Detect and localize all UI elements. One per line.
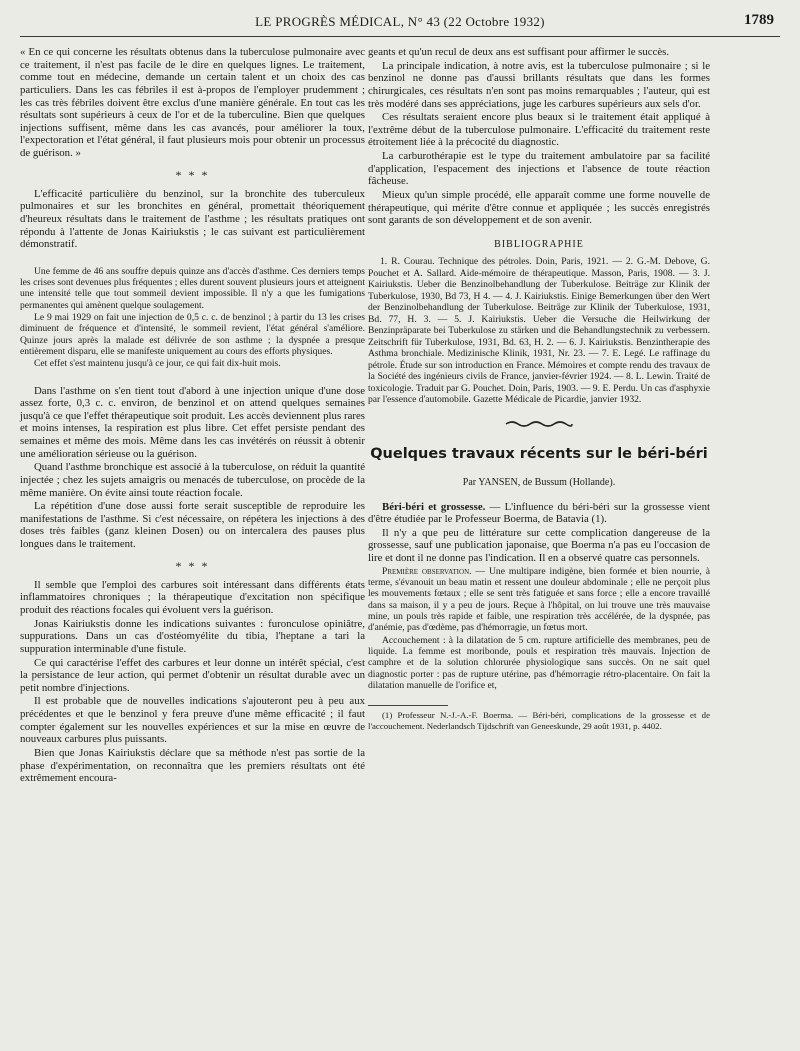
right-column — [368, 46, 710, 731]
observation-heading: Première observation. — [382, 565, 472, 577]
paragraph: Bien que Jonas Kairiukstis déclare que sa méthode n'est pas sortie de la phase d'expérimentation, on reconnaîtra que les premiers résultats ont été extrêmement encoura- — [20, 746, 365, 785]
paragraph: Dans l'asthme on s'en tient tout d'abord à une injection unique d'une dose assez forte, 0,3 c. c. environ, de benzinol et on attend quelques semaines jusqu'à ce que l'effet thérapeutique soit produit. Les accès deviennent plus rares et moins intenses, la respiration est plus libre. Cet effet persiste pendant des semaines et même des mois. Même dans les cas invétérés on réussit à obtenir une amélioration sérieuse ou la guérison. — [20, 384, 365, 460]
bibliography-heading: BIBLIOGRAPHIE — [494, 238, 584, 250]
paragraph: geants et qu'un recul de deux ans est suffisant pour affirmer le succès. — [368, 46, 670, 58]
paragraph: La carburothérapie est le type du traitement ambulatoire par sa facilité d'application, l'espacement des injections et l'absence de toute réaction fâcheuse. — [368, 150, 710, 188]
case-paragraph: Une femme de 46 ans souffre depuis quinze ans d'accès d'asthme. Ces derniers temps les crises sont devenues plus fréquentes ; elles durent souvent plusieurs jours et atteignent une intensité telle que tout sommeil devient impossible. Il n'y a que les fumigations permanentes qui amènent quelque soulagement. — [20, 265, 365, 311]
paragraph: Ce qui caractérise l'effet des carbures et leur donne un intérêt spécial, c'est la persistance de leur action, qui permet d'obtenir un résultat durable avec un petit nombre d'injections. — [20, 656, 365, 694]
section-heading: Béri-béri et grossesse. — [382, 500, 486, 513]
page-header — [20, 6, 780, 37]
case-paragraph: Le 9 mai 1929 on fait une injection de 0,5 c. c. de benzinol ; à partir du 13 les crises diminuent de fréquence et d'intensité, le sommeil revient, l'état général s'améliore. Quinze jours après la malade est délivrée de son asthme ; la dyspnée a presque entièrement disparu, elle se manifeste uniquement au cours des efforts physiques. — [20, 312, 365, 357]
paragraph: Mieux qu'un simple procédé, elle apparaît comme une forme nouvelle de thérapeutique, qui mérite d'être connue et appliquée ; les succès enregistrés sont garants de son développement et de son avenir. — [368, 188, 710, 227]
paragraph: Ces résultats seraient encore plus beaux si le traitement était appliqué à l'extrême début de la tuberculose pulmonaire. L'efficacité du traitement reste étroitement liée à la précocité du diagnostic. — [368, 111, 710, 149]
observation-paragraph: Accouchement : à la dilatation de 5 cm. rupture artificielle des membranes, peu de liquide. La femme est moribonde, pouls et respiration très mauvais. Injection de camphre et de la solution chlorurée physiologique sans succès. On ne sait quel diagnostic porter : pas de rupture utérine, pas d'hémorragie rétro-placentaire. On fait la dilatation manuelle de l'orifice et, — [368, 634, 710, 691]
paragraph: La répétition d'une dose aussi forte serait susceptible de reproduire les manifestations de l'asthme. Si c'est nécessaire, on répétera les injections à des doses très faibles (ganz kleinen Dosen) ou on intercalera des pauses plus longues dans le traitement. — [20, 500, 365, 551]
footnote-rule — [368, 705, 448, 706]
ornament-divider — [504, 420, 574, 428]
observation-text: — Une multipare indigène, bien formée et bien nourrie, à terme, s'évanouit un beau matin et ressent une douleur abdominale ; elle ne perçoit plus les mouvements fœtaux ; elle se sent très fatiguée et sans force ; elle a encore travaillé dans sa maison, il y a peu de jours. Reçue à l'hôpital, on lui trouve une très mauvaise mine, un pouls très rapide et faible, une respiration très accélérée, de la dyspnée, pas d'anémie, pas d'œdème, pas d'hémorragie, un fœtus mort. — [368, 565, 710, 634]
bibliography-list: 1. R. Courau. Technique des pétroles. Doin, Paris, 1921. — 2. G.-M. Debove, G. Pouchet et A. Sallard. Aide-mémoire de thérapeutique. Masson, Paris, 1908. — 3. J. Kairiukstis. Ueber die Benzinolbehandlung der Tuberkulose. Beiträge zur Klinik der Tuberkulose, 1930, Bd 73, H 4. — 4. J. Kairiukstis. Einige Bemerkungen über den Wert der Benzinolbehandlung der Tuberkulose. Beiträge zur Klinik der Tuberkulose, 1931, Bd. 77, H. 3. — 5. J. Kairiukstis. Ueber die Versuche die Heilwirkung der Benzinpräparate bei Tuberkulose zu stärken und die Behandlungstechnik zu verbessern. Zeitschrift für Tuberkulose, 1931, Bd. 63, H. 2. — 6. J. Kairiukstis. Benzintherapie des Asthma bronchiale. Medizinische Klinik, 1931, Nr. 23. — 7. E. Legé. Le raffinage du pétrole. Étude sur son introduction en France. Mémoires et compte rendu des travaux de la Société des ingénieurs civils de France, janvier-février 1924. — 8. L. Lewin. Traité de toxicologie. Traduit par G. Pouchet. Doin, Paris, 1903. — 9. E. Perdu. Un cas d'asphyxie par l'essence d'automobile. Gazette Médicale de Picardie, janvier 1932. — [368, 256, 710, 406]
section-separator: * * * — [175, 558, 210, 573]
page-number: 1789 — [744, 12, 774, 28]
footnote: (1) Professeur N.-J.-A.-F. Boerma. — Béri-béri, complications de la grossesse et de l'accouchement. Nederlandsch Tijdschrift van Geneeskunde, 29 août 1931, p. 4402. — [368, 710, 710, 731]
section-separator: * * * — [175, 167, 210, 182]
observation-paragraph — [368, 566, 710, 634]
paragraph: La principale indication, à notre avis, est la tuberculose pulmonaire ; si le benzinol ne donne pas d'aussi brillants résultats que dans les formes chirurgicales, ces résultats n'en sont pas moins remarquables ; l'auteur, qui est très modéré dans ses appréciations, juge les carbures supérieurs aux sels d'or. — [368, 59, 710, 110]
paragraph: L'efficacité particulière du benzinol, sur la bronchite des tuberculeux pulmonaires et sur les bronchites en général, promettait théoriquement d'heureux résultats dans le traitement de l'asthme ; les résultats pratiques ont répondu à l'attente de Jonas Kairiukstis ; le cas suivant est particulièrement démonstratif. — [20, 187, 365, 251]
paragraph: Il est probable que de nouvelles indications s'ajouteront peu à peu aux précédentes et que le benzinol y fera preuve d'une même efficacité ; il faut compter également sur les nouvelles expériences et sur la mise en œuvre de nouveaux carbures plus puissants. — [20, 695, 365, 746]
article-byline: Par YANSEN, de Bussum (Hollande). — [462, 476, 616, 488]
paragraph: Il n'y a que peu de littérature sur cette complication dangereuse de la grossesse, sauf une publication japonaise, que Boerma n'a pas eu l'occasion de lire et dont il ne donne pas l'indication. Il en a observé quatre cas personnels. — [368, 526, 710, 565]
running-title: LE PROGRÈS MÉDICAL, N° 43 (22 Octobre 1932) — [255, 14, 545, 29]
paragraph: Quand l'asthme bronchique est associé à la tuberculose, on réduit la quantité injectée ; chez les sujets amaigris ou menacés de tuberculose, on procède de la même manière. On évite ainsi toute réaction focale. — [20, 461, 365, 499]
paragraph: Il semble que l'emploi des carbures soit intéressant dans différents états inflammatoires chroniques ; la thérapeutique d'excitation non spécifique produit des réactions focales qui évoluent vers la guérison. — [20, 578, 365, 616]
article-title: Quelques travaux récents sur le béri-béri — [370, 445, 708, 462]
paragraph — [368, 501, 710, 526]
paragraph: Jonas Kairiukstis donne les indications suivantes : furonculose opiniâtre, suppurations. Dans un cas d'ostéomyélite du tibia, l'heptane a tari la suppuration interminable d'une fistule. — [20, 617, 365, 655]
case-paragraph: Cet effet s'est maintenu jusqu'à ce jour, ce qui fait dix-huit mois. — [34, 358, 281, 370]
quote-paragraph: « En ce qui concerne les résultats obtenus dans la tuberculose pulmonaire avec ce traitement, il n'est pas facile de le dire en quelques lignes. Le traitement, comme tout en médecine, demande un certain talent et un choix des cas particuliers. Dans les cas fébriles il est à-propos de l'employer prudemment ; les cas très fébriles doivent être exclus d'une manière générale. En tout cas les résultats sont supérieurs à ceux de l'or et de la tuberculine. Bien que quelques injections suffisent, même dans les cas avancés, pour améliorer la toux, l'expectoration et l'état général, il faut plusieurs mois pour obtenir un processus de guérison. » — [20, 46, 365, 159]
left-column — [20, 46, 365, 786]
section-text: — L'influence du béri-béri sur la grossesse vient d'être étudiée par le Professeur Boerma, de Batavia (1). — [368, 500, 710, 526]
